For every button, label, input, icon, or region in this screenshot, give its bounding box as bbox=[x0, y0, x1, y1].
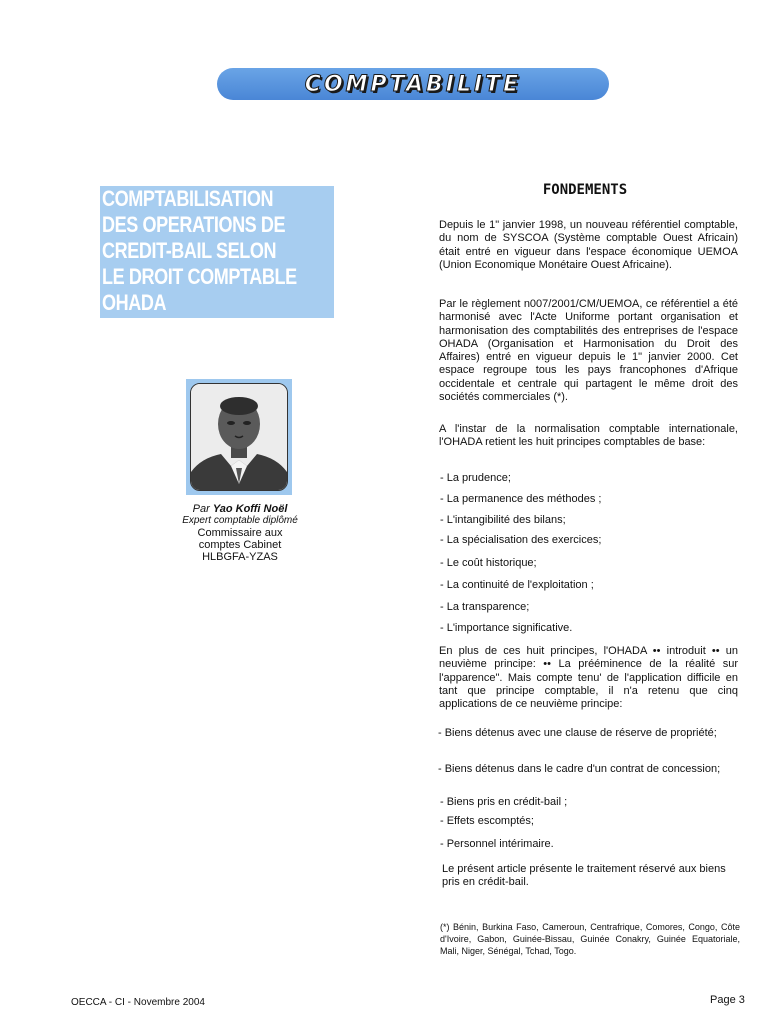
author-affiliation: Commissaire aux bbox=[197, 527, 283, 539]
author-affiliation: HLBGFA-YZAS bbox=[202, 551, 278, 563]
article-title-line: COMPTABILISATION bbox=[102, 186, 274, 211]
author-block bbox=[150, 503, 330, 563]
page-number: Page 3 bbox=[710, 994, 745, 1006]
application-item: - Effets escomptés; bbox=[440, 815, 534, 827]
footer-publication: OECCA - CI - Novembre 2004 bbox=[71, 997, 205, 1008]
principle-item: - L'intangibilité des bilans; bbox=[440, 514, 566, 526]
section-banner bbox=[217, 68, 609, 100]
paragraph-text: Depuis le 1" janvier 1998, un nouveau référentiel comptable, du nom de SYSCOA (Système comptable Ouest Africain) était entré en vigueur dans l'espace économique UEMOA (Union Economique Monétaire Ouest Africaine). bbox=[439, 219, 738, 271]
principle-item: - La prudence; bbox=[440, 472, 511, 484]
paragraph-text: En plus de ces huit principes, l'OHADA •• introduit •• un neuvième principe: •• La prééminence de la réalité sur l'apparence". Mais compte tenu' de l'application difficile en tant que principe comptable, il n'a retenu que cinq applications de ce neuvième principe: bbox=[439, 645, 738, 711]
paragraph bbox=[439, 298, 738, 404]
paragraph bbox=[439, 645, 738, 711]
paragraph bbox=[442, 863, 740, 890]
author-portrait-icon bbox=[191, 384, 287, 490]
article-title-box bbox=[100, 186, 334, 318]
paragraph-text: Le présent article présente le traitement réservé aux biens pris en crédit-bail. bbox=[442, 863, 726, 889]
section-heading: FONDEMENTS bbox=[542, 182, 628, 198]
application-item: - Biens détenus dans le cadre d'un contrat de concession; bbox=[438, 763, 721, 775]
principle-item: - La transparence; bbox=[440, 601, 530, 613]
author-by: Par bbox=[192, 503, 210, 515]
paragraph-text: A l'instar de la normalisation comptable internationale, l'OHADA retient les huit principes comptables de base: bbox=[439, 423, 738, 449]
author-affiliation: comptes Cabinet bbox=[198, 539, 282, 551]
application-item: - Personnel intérimaire. bbox=[440, 838, 554, 850]
footnote: (*) Bénin, Burkina Faso, Cameroun, Centrafrique, Comores, Congo, Côte d'Ivoire, Gabon, Guinée-Bissau, Guinée Conakry, Guinée Equatoriale, Mali, Niger, Sénégal, Tchad, Togo. bbox=[440, 922, 740, 956]
paragraph bbox=[439, 423, 738, 450]
article-title-line: OHADA bbox=[102, 290, 167, 315]
principle-item: - La continuité de l'exploitation ; bbox=[440, 579, 594, 591]
principle-item: - La permanence des méthodes ; bbox=[440, 493, 602, 505]
principle-item: - La spécialisation des exercices; bbox=[440, 534, 602, 546]
article-title-line: DES OPERATIONS DE bbox=[102, 212, 286, 237]
article-title-line: LE DROIT COMPTABLE bbox=[102, 264, 297, 289]
application-item: - Biens détenus avec une clause de réserve de propriété; bbox=[438, 727, 717, 739]
author-photo-frame bbox=[186, 379, 292, 495]
author-photo bbox=[190, 383, 288, 491]
principle-item: - L'importance significative. bbox=[440, 622, 573, 634]
application-item: - Biens pris en crédit-bail ; bbox=[440, 796, 568, 808]
paragraph-text: Par le règlement n007/2001/CM/UEMOA, ce référentiel a été harmonisé avec l'Acte Uniforme portant organisation et harmonisation des comptabilités des entreprises de l'espace OHADA (Organisation et Harmonisation du Droit des Affaires) entré en vigueur depuis le 1" janvier 2000. Cet espace regroupe tous les pays francophones d'Afrique occidentale et centrale qui partagent le même droit des sociétés commerciales (*). bbox=[439, 298, 738, 404]
paragraph bbox=[439, 219, 738, 272]
author-name: Yao Koffi Noël bbox=[212, 503, 288, 515]
banner-title: COMPTABILITE bbox=[304, 71, 522, 97]
principle-item: - Le coût historique; bbox=[440, 557, 537, 569]
article-title-line: CREDIT-BAIL SELON bbox=[102, 238, 277, 263]
author-role: Expert comptable diplômé bbox=[182, 515, 298, 526]
